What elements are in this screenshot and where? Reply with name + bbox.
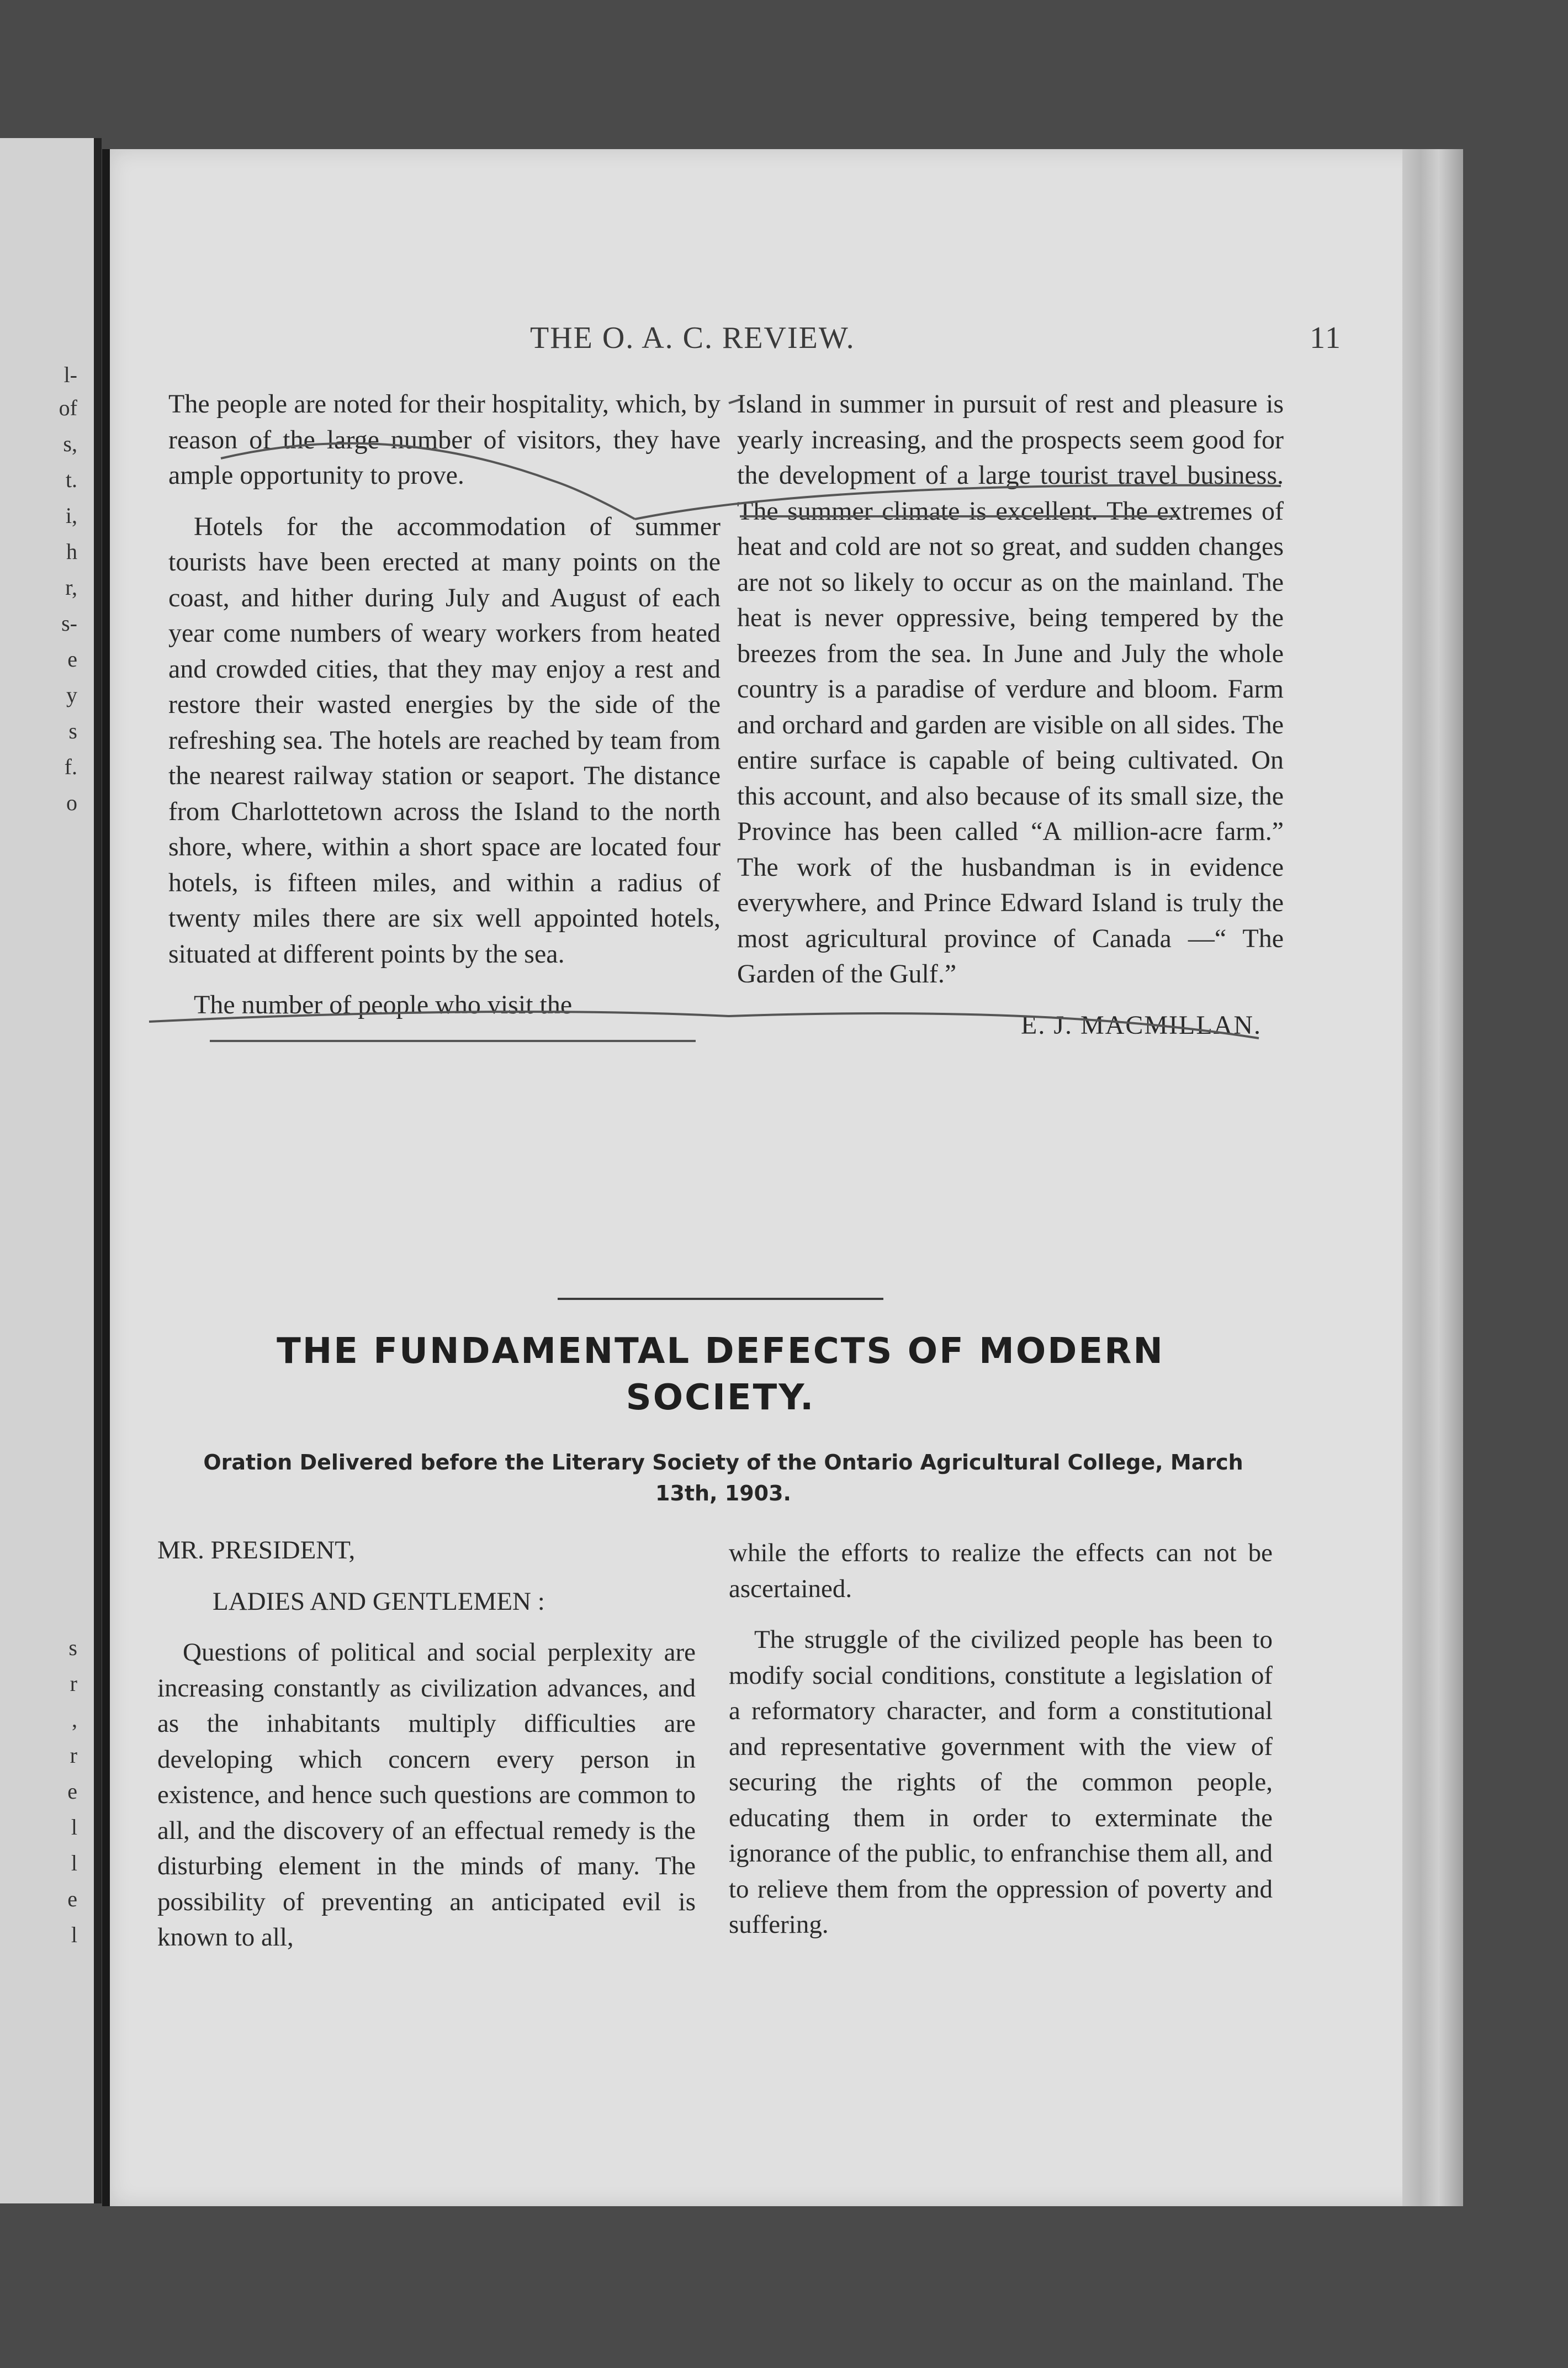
column-left [168, 387, 721, 1039]
facing-page-text: i, [65, 503, 77, 528]
column-lower-right [729, 1535, 1273, 1958]
paragraph: Island in summer in pursuit of rest and pleasure is yearly increasing, and the prospects seem good for the development of a large tourist travel business. The summer climate is excellent. The extremes of heat and cold are not so great, and sudden changes are not so likely to occur as on the mainland. The heat is never oppressive, being tempered by the breezes from the sea. In June and July the whole country is a paradise of verdure and bloom. Farm and orchard and garden are visible on all sides. The entire surface is capable of being cultivated. On this account, and also because of its small size, the Province has been called “A million-acre farm.” The work of the husbandman is in evidence everywhere, and Prince Edward Island is truly the most agricultural province of Canada —“ The Garden of the Gulf.” [737, 389, 1284, 989]
facing-page-text: , [72, 1707, 77, 1732]
paragraph: The number of people who visit the [194, 990, 573, 1019]
facing-page-text: f. [64, 754, 77, 779]
salutation: MR. PRESIDENT, [157, 1536, 356, 1564]
article-title: THE FUNDAMENTAL DEFECTS OF MODERN SOCIETY. [277, 1331, 1164, 1418]
facing-page-text: of [59, 395, 77, 420]
facing-page-text: s [68, 718, 77, 743]
facing-page-text: e [67, 1779, 77, 1804]
paragraph: while the efforts to realize the effects can not be ascertained. [729, 1539, 1273, 1603]
column-lower-left [157, 1532, 696, 1971]
section-divider [558, 1298, 883, 1300]
facing-page-text: o [66, 790, 77, 815]
paragraph: Questions of political and social perplexity are increasing constantly as civilization advances, and as the inhabitants multiply difficulties are developing which concern every person in existence, and hence such questions are common to all, and the discovery of an effectual remedy is the disturbing element in the minds of many. The possibility of preventing an anticipated evil is known to all, [157, 1638, 696, 1952]
running-head [431, 320, 1342, 359]
facing-page-text: l [71, 1815, 77, 1840]
paragraph: The struggle of the civilized people has been to modify social conditions, constitute a legislation of a reformatory character, and form a constitutional and representative government with the view of securing the rights of the common people, educating them in order to exterminate the ignorance of the public, to enfranchise them all, and to relieve them from the oppression of poverty and suffering. [729, 1625, 1273, 1939]
facing-page-text: r [70, 1671, 77, 1696]
salutation: LADIES AND GENTLEMEN : [213, 1587, 545, 1616]
facing-page [0, 138, 102, 2203]
facing-page-text: e [67, 1886, 77, 1911]
column-right [737, 387, 1284, 1043]
facing-page-text: h [66, 539, 77, 564]
facing-page-text: l [71, 1922, 77, 1947]
facing-page-text: s- [61, 611, 77, 636]
author-signature: E. J. MACMILLAN. [1021, 1010, 1262, 1040]
facing-page-text: e [67, 647, 77, 672]
paragraph: Hotels for the accommodation of summer tourists have been erected at many points on the coast, and hither during July and August of each year come numbers of weary workers from heated and crowded cities, that they may enjoy a rest and restore their wasted energies by the side of the refreshing sea. The hotels are reached by team from the nearest railway station or seaport. The distance from Charlottetown across the Island to the north shore, where, within a short space are located four hotels, is fifteen miles, and within a radius of twenty miles there are six well appointed hotels, situated at different points by the sea. [168, 511, 721, 969]
article-subtitle: Oration Delivered before the Literary Society of the Ontario Agricultural College, March 13th, 1903. [203, 1450, 1243, 1505]
page-number: 11 [1310, 321, 1342, 355]
page-edge [1402, 149, 1463, 2206]
facing-page-text: s, [63, 431, 77, 456]
facing-page-text: y [66, 683, 77, 707]
facing-page-text: l [71, 1851, 77, 1875]
facing-page-text: t. [65, 467, 77, 492]
facing-page-text: r [70, 1743, 77, 1768]
facing-page-text: l- [63, 362, 77, 387]
paragraph: The people are noted for their hospitality, which, by reason of the large number of visitors, they have ample opportunity to prove. [168, 389, 721, 490]
facing-page-text: s [68, 1635, 77, 1660]
journal-title: THE O. A. C. REVIEW. [530, 321, 855, 355]
facing-page-text: r, [65, 575, 77, 600]
